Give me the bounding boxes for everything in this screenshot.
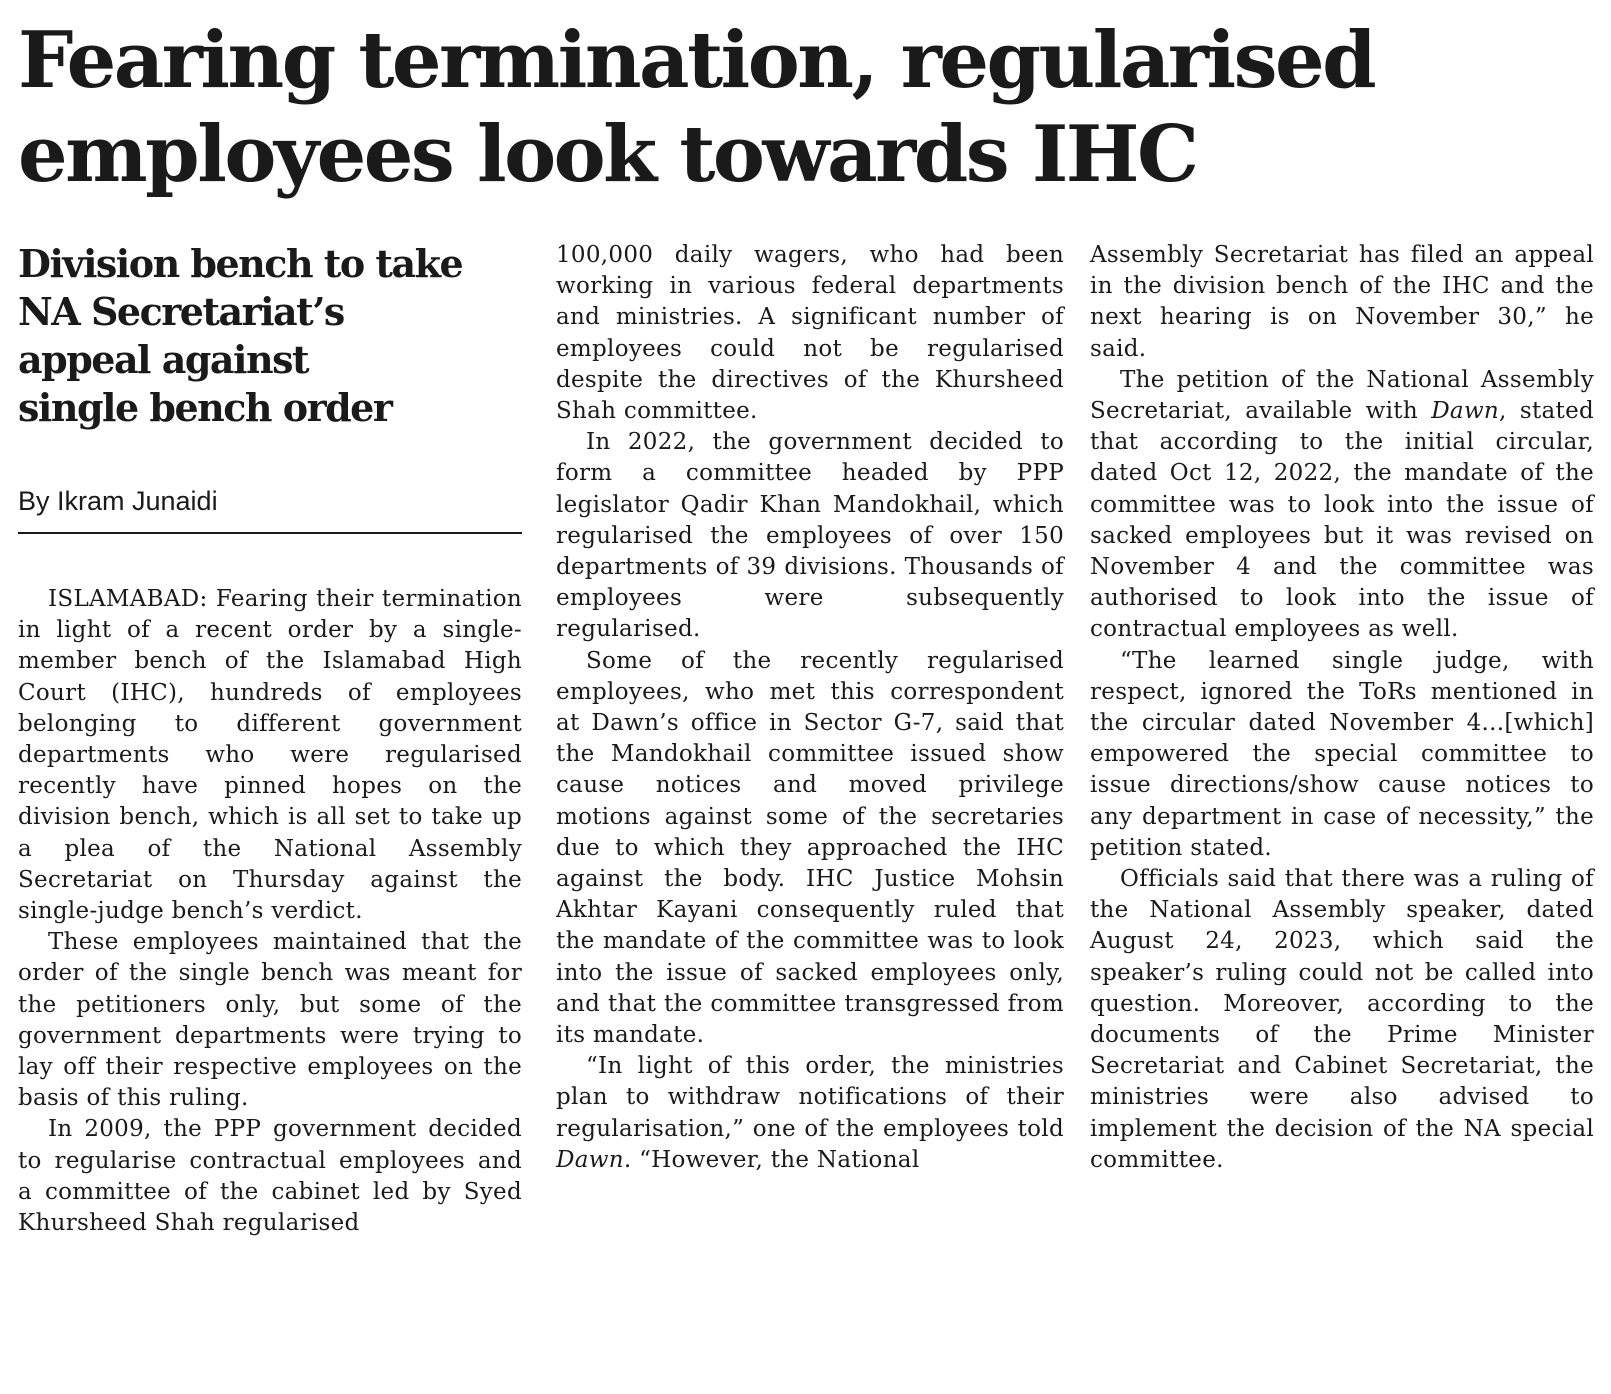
- paragraph: 100,000 daily wagers, who had been working in various federal departments and ministries. A significant number of employees could not be regularised despite the directives of the Khursheed Shah committee.: [556, 242, 1064, 425]
- text-run: . “However, the National: [623, 1146, 920, 1173]
- subheadline-line: single bench order: [18, 385, 392, 430]
- paragraph: Some of the recently regularised employees, who met this correspondent at Dawn’s office in Sector G-7, said that the Mandokhail committee issued show cause notices and moved privilege motions against some of the secretaries due to which they approached the IHC against the body. IHC Justice Mohsin Akhtar Kayani consequently ruled that the mandate of the committee was to look into the issue of sacked employees only, and that the committee transgressed from its mandate.: [556, 647, 1064, 1049]
- paragraph: In 2009, the PPP government decided to regularise contractual employees and a committee of the cabinet led by Syed Khursheed Shah regularised: [18, 1116, 522, 1237]
- paragraph: ISLAMABAD: Fearing their termination in light of a recent order by a single-member bench of the Islamabad High Court (IHC), hundreds of employees belonging to different government departments who were regularised recently have pinned hopes on the division bench, which is all set to take up a plea of the National Assembly Secretariat on Thursday against the single-judge bench’s verdict.: [18, 586, 522, 925]
- paragraph: Officials said that there was a ruling of the National Assembly speaker, dated August 24, 2023, which said the speaker’s ruling could not be called into question. Moreover, according to the documents of the Prime Minister Secretariat and Cabinet Secretariat, the ministries were also advised to implement the decision of the NA special committee.: [1090, 866, 1594, 1173]
- paragraph: “The learned single judge, with respect, ignored the ToRs mentioned in the circular dated November 4...[which] empowered the special committee to issue directions/show cause notices to any department in case of necessity,” the petition stated.: [1090, 647, 1594, 861]
- subheadline-line: appeal against: [18, 337, 309, 382]
- text-run: “In light of this order, the ministries plan to withdraw notifications of their regularisation,” one of the employees told: [556, 1053, 1064, 1142]
- paragraph: In 2022, the government decided to form a committee headed by PPP legislator Qadir Khan Mandokhail, which regularised the employees of over 150 departments of 39 divisions. Thousands of employees were subsequently regularised.: [556, 429, 1064, 643]
- paragraph: [1090, 365, 1594, 646]
- publication-name: Dawn: [556, 1146, 624, 1173]
- subheadline-line: Division bench to take: [18, 241, 463, 286]
- publication-name: Dawn: [1431, 398, 1500, 425]
- column-3: [1090, 240, 1594, 1176]
- article-body-col2: [556, 240, 1064, 1176]
- headline-line: employees look towards IHC: [18, 109, 1197, 200]
- byline: By Ikram Junaidi: [18, 484, 522, 534]
- article-body-col3: [1090, 240, 1594, 1176]
- column-1: [18, 240, 522, 1239]
- text-run: , stated that according to the initial circular, dated Oct 12, 2022, the mandate of the committee was to look into the issue of sacked employees but it was revised on November 4 and the committee was authorised to look into the issue of contractual employees as well.: [1090, 398, 1594, 643]
- article-body-col1: [18, 584, 522, 1239]
- subheadline: [18, 240, 522, 432]
- headline-line: Fearing termination, regularised: [18, 15, 1375, 106]
- text-run: The petition of the National Assembly Secretariat, available with: [1090, 366, 1594, 425]
- headline: [18, 14, 1598, 202]
- subheadline-line: NA Secretariat’s: [18, 289, 344, 334]
- paragraph: Assembly Secretariat has filed an appeal in the division bench of the IHC and the next hearing is on November 30,” he said.: [1090, 242, 1594, 362]
- paragraph: These employees maintained that the order of the single bench was meant for the petitioners only, but some of the government departments were trying to lay off their respective employees on the basis of this ruling.: [18, 929, 522, 1112]
- paragraph: [556, 1051, 1064, 1176]
- column-2: [556, 240, 1064, 1176]
